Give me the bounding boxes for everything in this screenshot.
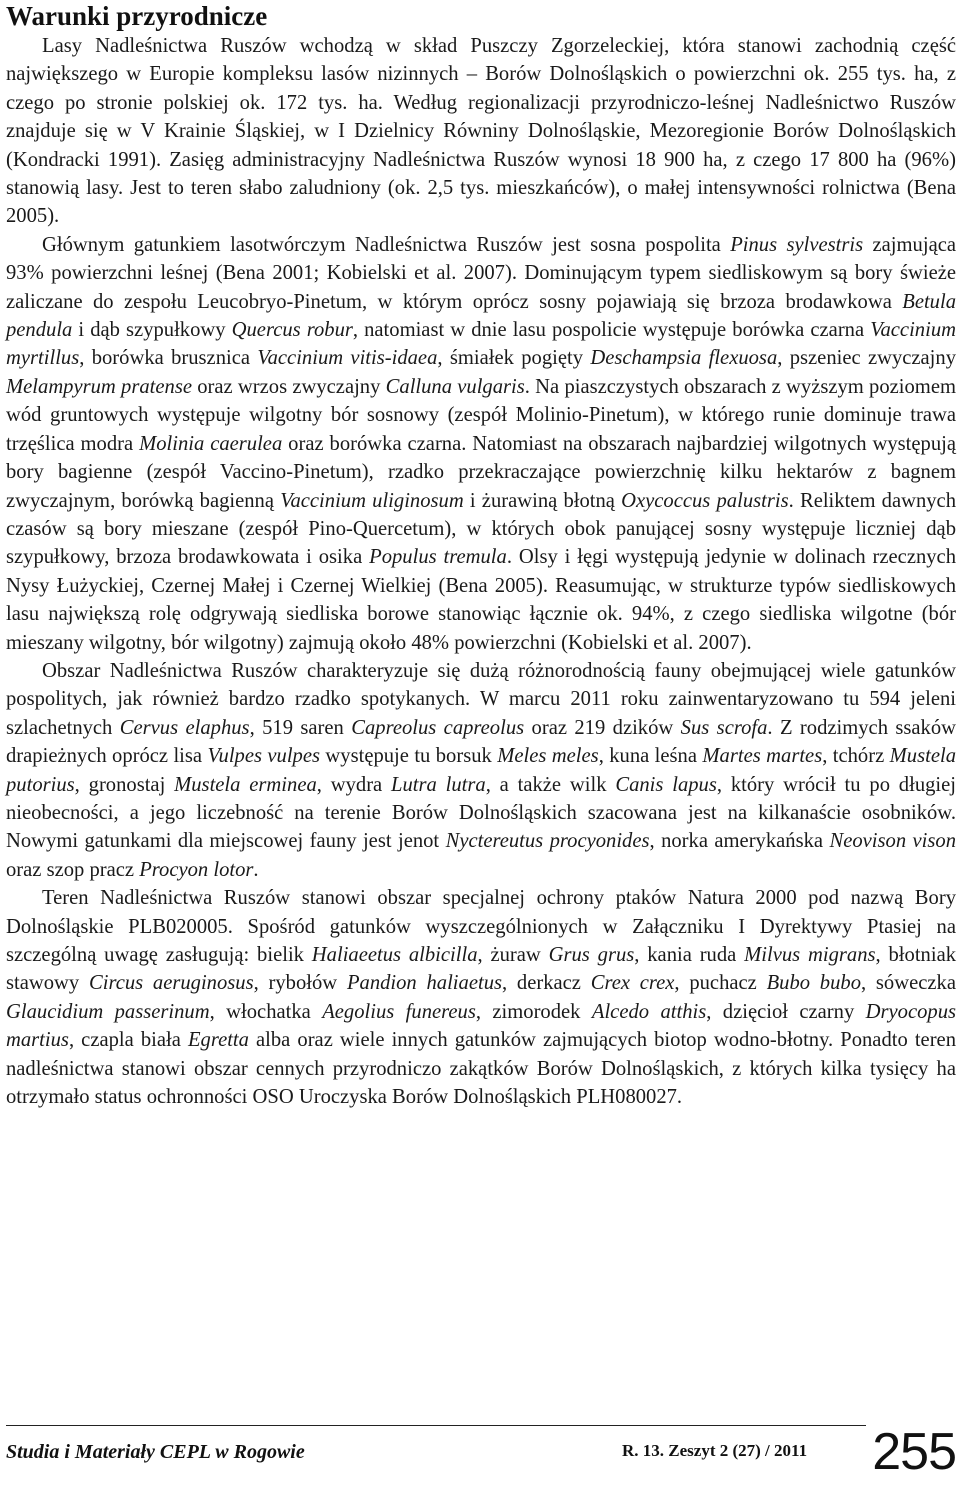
text-run: , kuna leśna [598, 745, 703, 768]
text-run: oraz szop pracz [6, 858, 140, 881]
species-name: Dryocopus martius [6, 1000, 957, 1052]
species-name: Vulpes vulpes [207, 745, 321, 768]
species-name: Calluna vulgaris [385, 375, 525, 398]
species-name: Melampyrum pratense [6, 375, 192, 398]
text-run: . Z rodzimych ssaków drapieżnych oprócz lisa [6, 716, 957, 768]
species-name: Neovison vison [829, 830, 957, 853]
text-run: , natomiast w dnie lasu pospolicie występuje borówka czarna [352, 319, 871, 342]
species-name: Alcedo atthis [591, 1000, 707, 1023]
text-run: . Na piaszczystych obszarach z wyższym poziomem wód gruntowych występuje wilgotny bór sosnowy (zespół Molinio-Pinetum), w którego runie dominuje trawa trzęślica modra [6, 375, 956, 455]
text-run: oraz borówka czarna. Natomiast na obszarach najbardziej wilgotnych występują bory bagienne (zespół Vaccino-Pinetum), rzadko przekraczające powierzchnię kilku hektarów z bagnem zwyczajnym, borówką bagienną [6, 432, 956, 512]
text-run: . Olsy i łęgi występują jedynie w dolinach rzecznych Nysy Łużyckiej, Czernej Małej i Czernej Wielkiej (Bena 2005). Reasumując, w strukturze typów siedliskowych lasu największą rolę odgrywają siedliska borowe stanowiąc łącznie ok. 94%, z czego siedliska wilgotne (bór mieszany wilgotny, bór wilgotny) zajmują około 48% powierzchni (Kobielski et al. 2007). [6, 546, 956, 654]
text-run: zajmująca 93% powierzchni leśnej (Bena 2001; Kobielski et al. 2007). Dominującym typem siedliskowym są bory świeże zaliczane do zespołu Leucobryo-Pinetum, w którym oprócz sosny pojawiają się brzoza brodawkowa [6, 233, 956, 313]
text-run: , zimorodek [475, 1000, 592, 1023]
paragraph [6, 657, 956, 884]
text-run: , norka amerykańska [649, 830, 830, 853]
text-run: , gronostaj [74, 773, 175, 796]
species-name: Mustela erminea [174, 773, 317, 796]
species-name: Glaucidium passerinum [6, 1000, 210, 1023]
text-run: , żuraw [477, 944, 549, 966]
species-name: Milvus migrans [744, 944, 876, 966]
text-run: , borówka brusznica [79, 347, 258, 370]
text-run: oraz wrzos zwyczajny [191, 375, 386, 398]
species-name: Cervus elaphus [119, 716, 250, 739]
species-name: Nyctereutus procyonides [445, 830, 650, 853]
text-run: , włochatka [209, 1000, 323, 1023]
species-name: Capreolus capreolus [351, 716, 525, 739]
species-name: Vaccinium myrtillus [6, 319, 956, 370]
species-name: Crex crex [590, 972, 675, 995]
species-name: Haliaeetus albicilla [311, 944, 478, 966]
text-run: Głównym gatunkiem lasotwórczym Nadleśnictwa Ruszów jest sosna pospolita [42, 233, 731, 256]
text-run: , tchórz [822, 745, 890, 768]
text-run: , błotniak stawowy [6, 944, 957, 995]
text-run: , czapla biała [68, 1029, 188, 1052]
species-name: Circus aeruginosus [88, 972, 254, 995]
text-run: , pszeniec zwyczajny [777, 347, 956, 370]
text-run: , wydra [316, 773, 392, 796]
species-name: Betula pendula [6, 290, 956, 342]
issue-info: R. 13. Zeszyt 2 (27) / 2011 [622, 1441, 808, 1460]
species-name: Mustela putorius [6, 745, 956, 796]
species-name: Vaccinium vitis-idaea [257, 347, 438, 370]
species-name: Lutra lutra [391, 773, 486, 796]
paragraph [6, 231, 956, 657]
text-run: , który wrócił tu po długiej nieobecności, a jego liczebność na terenie Borów Dolnośląskich szacowana jest na kilkanaście osobników. Nowymi gatunkami dla miejscowej fauny jest jenot [6, 773, 957, 853]
species-name: Oxycoccus palustris [621, 489, 789, 512]
journal-title: Studia i Materiały CEPL w Rogowie [6, 1441, 305, 1463]
text-run: , rybołów [253, 972, 347, 995]
species-name: Sus scrofa [680, 716, 768, 739]
article-body [6, 32, 956, 1111]
text-run: i żurawiną błotną [463, 489, 622, 512]
text-run: , śmiałek pogięty [437, 347, 591, 370]
text-run: występuje tu borsuk [320, 745, 498, 768]
text-run: , kania ruda [634, 944, 745, 966]
text-run: , dzięcioł czarny [706, 1000, 866, 1023]
species-name: Populus tremula [369, 546, 507, 569]
section-heading: Warunki przyrodnicze [6, 1, 268, 31]
text-run: , puchacz [674, 972, 767, 995]
page-number: 255 [872, 1423, 956, 1481]
text-run: Teren Nadleśnictwa Ruszów stanowi obszar specjalnej ochrony ptaków Natura 2000 pod nazwą Bory Dolnośląskie PLB020005. Spośród gatunków wyszczególnionych w Załączniku I Dyrektywy Ptasiej na szczególną uwagę zasługują: bielik [6, 887, 956, 966]
text-run: Lasy Nadleśnictwa Ruszów wchodzą w skład Puszczy Zgorzeleckiej, która stanowi zachodnią część największego w Europie kompleksu lasów nizinnych – Borów Dolnośląskich o powierzchni ok. 255 tys. ha, z czego po stronie polskiej ok. 172 tys. ha. Według regionalizacji przyrodniczo-leśnej Nadleśnictwo Ruszów znajduje się w V Krainie Śląskiej, w I Dzielnicy Równiny Dolnośląskie, Mezoregionie Borów Dolnośląskich (Kondracki 1991). Zasięg administracyjny Nadleśnictwa Ruszów wynosi 18 900 ha, z czego 17 800 ha (96%) stanowią lasy. Jest to teren słabo zaludniony (ok. 2,5 tys. mieszkańców), o małej intensywności rolnictwa (Bena 2005). [6, 35, 956, 228]
text-run: Obszar Nadleśnictwa Ruszów charakteryzuje się dużą różnorodnością fauny obejmującej wiele gatunków pospolitych, jak również bardzo rzadko spotykanych. W marcu 2011 roku zainwentaryzowano tu 594 jeleni szlachetnych [6, 659, 956, 739]
species-name: Pandion haliaetus [346, 972, 502, 995]
species-name: Molinia caerulea [139, 432, 283, 455]
text-run: oraz 219 dzików [524, 716, 681, 739]
text-run: , 519 saren [249, 716, 352, 739]
text-run: , sóweczka [861, 972, 956, 995]
species-name: Quercus robur [231, 319, 353, 342]
text-run: i dąb szypułkowy [72, 319, 232, 342]
species-name: Deschampsia flexuosa [590, 347, 778, 370]
text-run: alba oraz wiele innych gatunków zajmujących biotop wodno-błotny. Ponadto teren nadleśnictwa stanowi obszar cennych przyrodniczo zakątków Borów Dolnośląskich, z których kilka tysięcy ha otrzymało status ochronności OSO Uroczyska Borów Dolnośląskich PLH080027. [6, 1029, 956, 1109]
species-name: Bubo bubo [766, 972, 861, 995]
species-name: Egretta [187, 1029, 249, 1052]
species-name: Meles meles [497, 745, 599, 768]
species-name: Martes martes [702, 745, 823, 768]
species-name: Vaccinium uliginosum [280, 489, 464, 512]
species-name: Aegolius funereus [322, 1000, 476, 1023]
paragraph [6, 884, 956, 1111]
species-name: Canis lapus [615, 773, 717, 796]
text-run: , a także wilk [485, 773, 616, 796]
species-name: Pinus sylvestris [730, 233, 864, 256]
text-run: , derkacz [502, 972, 591, 995]
species-name: Grus grus [548, 944, 635, 966]
paragraph [6, 32, 956, 231]
species-name: Procyon lotor [139, 858, 254, 881]
text-run: . Reliktem dawnych czasów są bory mieszane (zespół Pino-Quercetum), w których obok panującej sosny występuje liczniej dąb szypułkowy, brzoza brodawkowata i osika [6, 489, 956, 569]
text-run: . [253, 858, 259, 881]
footer-rule [6, 1425, 866, 1426]
